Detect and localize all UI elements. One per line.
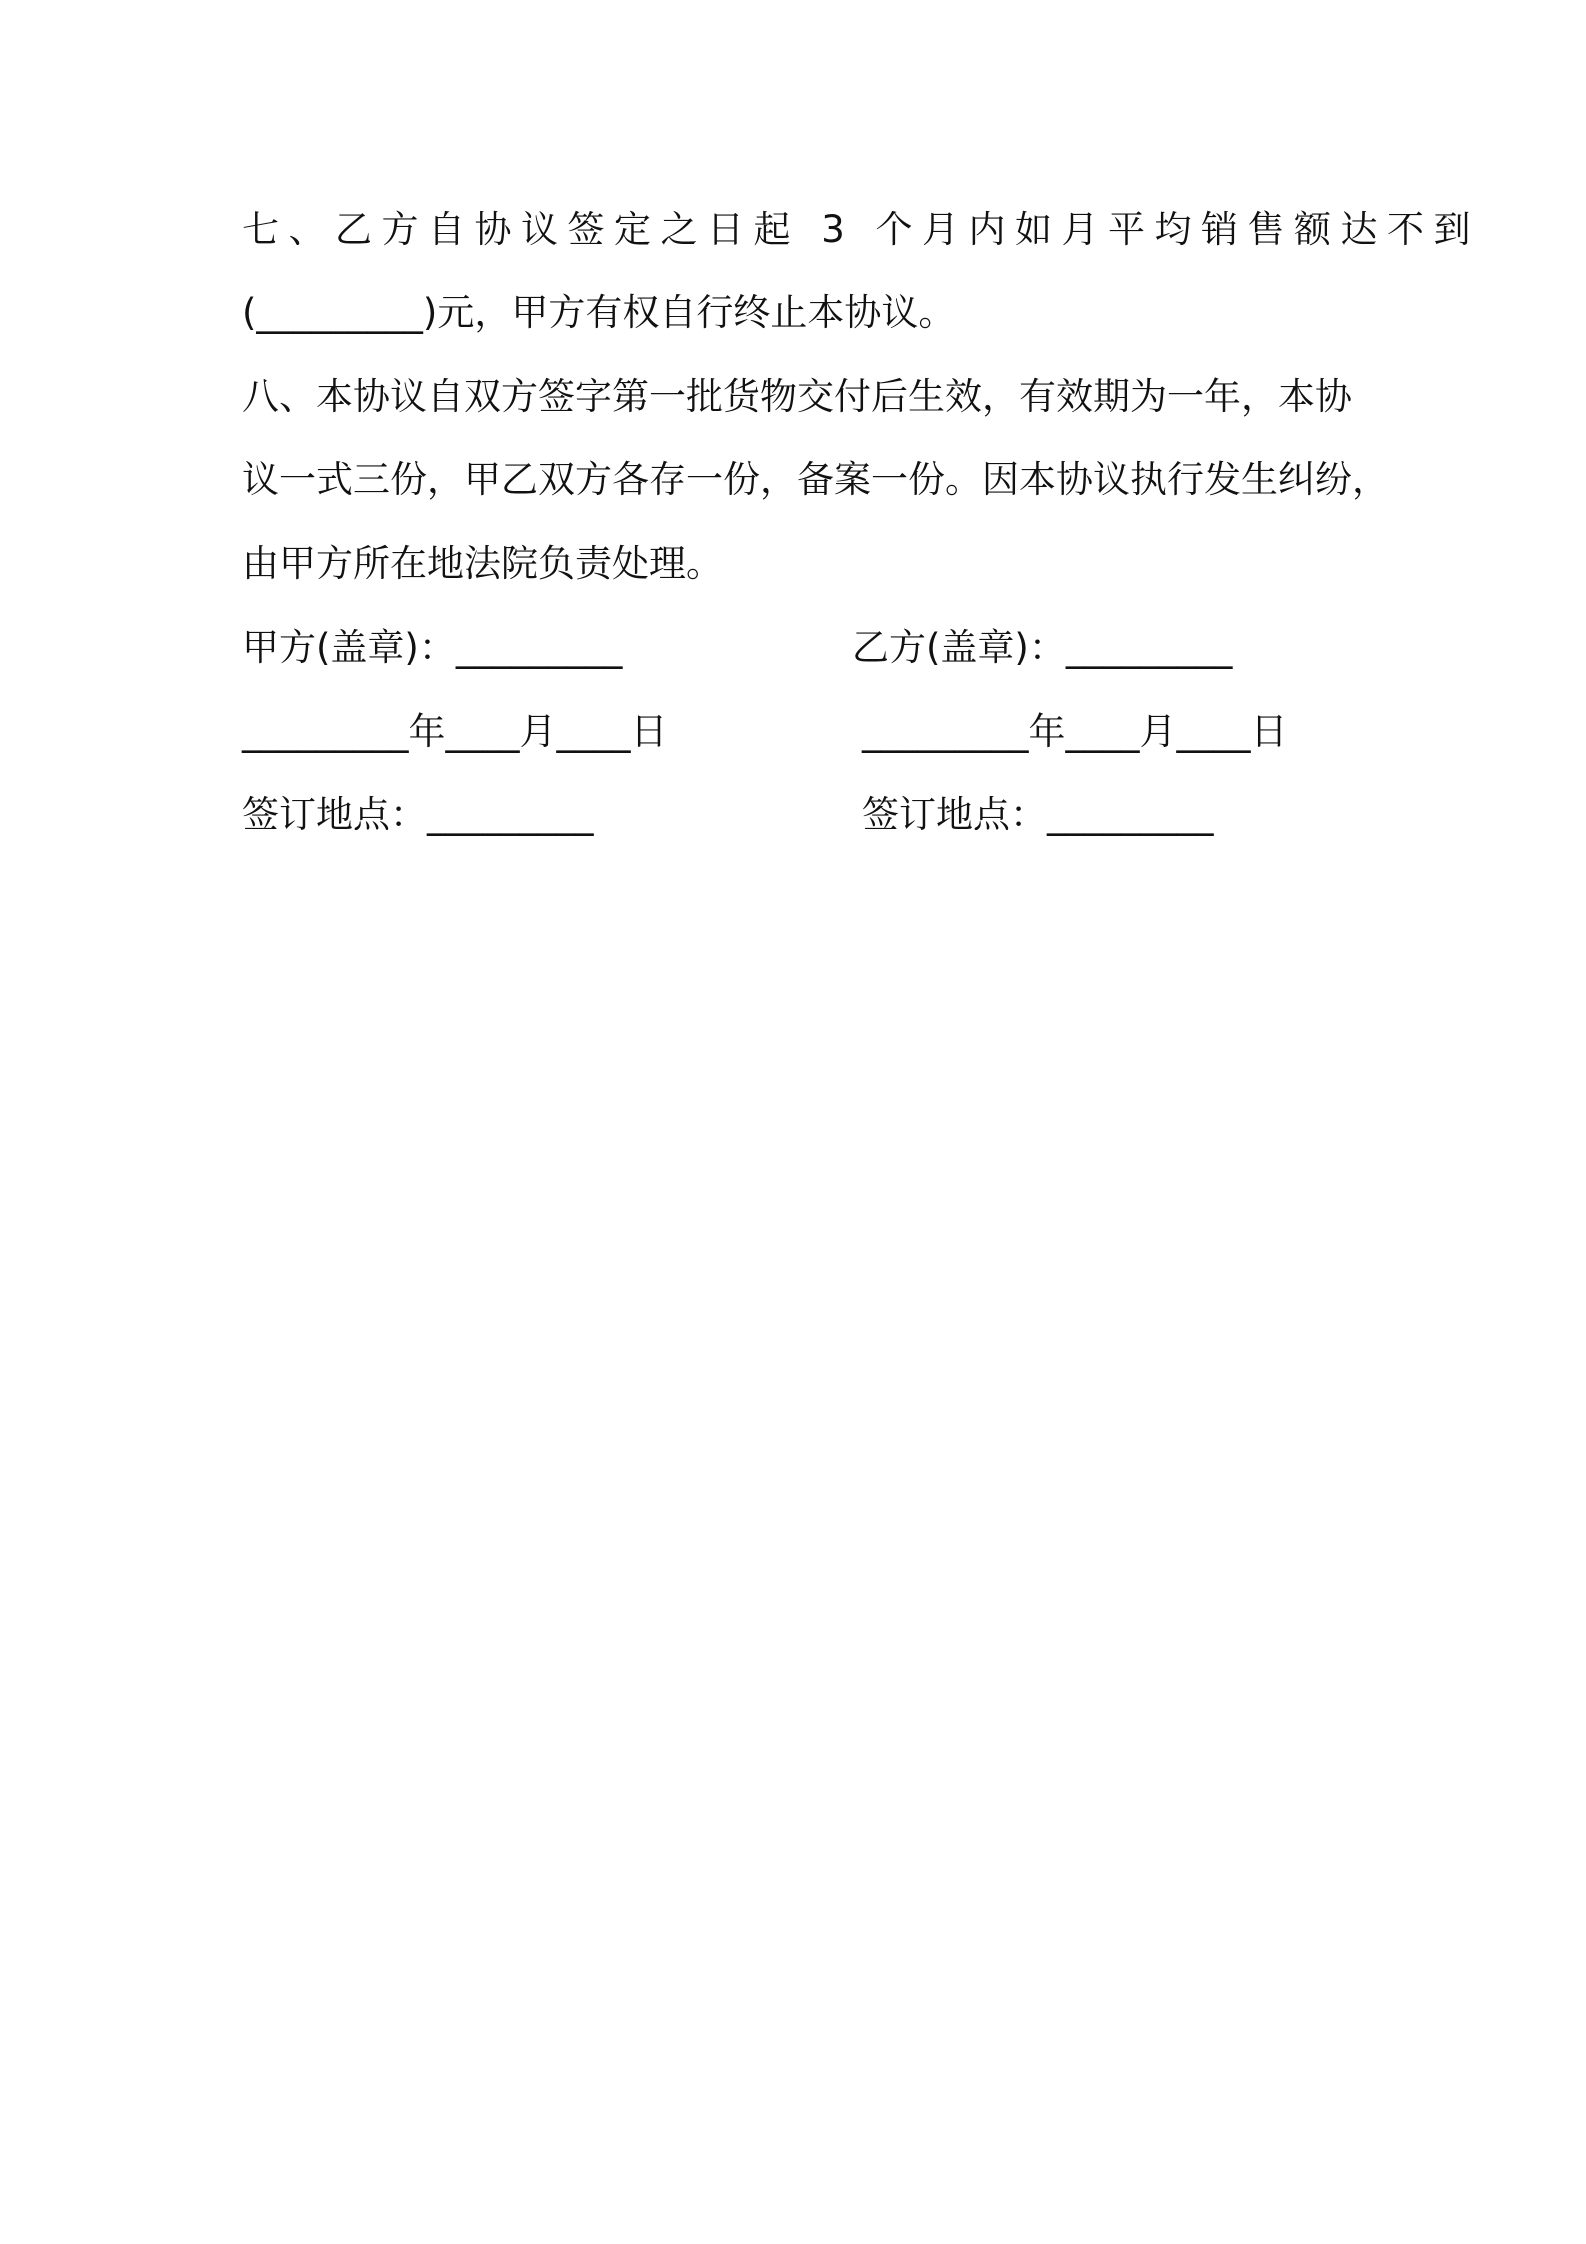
party-b-place: 签订地点：_________ (862, 793, 1214, 836)
party-b-seal: 乙方(盖章)：_________ (852, 626, 1233, 669)
party-a-date: _________年____月____日 (242, 710, 668, 753)
clause-7-line-2: (_________)元，甲方有权自行终止本协议。 (242, 291, 956, 334)
clause-8-line-2: 议一式三份，甲乙双方各存一份，备案一份。因本协议执行发生纠纷， (242, 458, 1389, 501)
clause-7-line-1: 七、乙方自协议签定之日起 3 个月内如月平均销售额达不到 (242, 208, 1481, 251)
clause-8-line-1: 八、本协议自双方签字第一批货物交付后生效，有效期为一年，本协 (242, 375, 1352, 418)
party-a-seal: 甲方(盖章)：_________ (242, 626, 623, 669)
party-a-place: 签订地点：_________ (242, 793, 594, 836)
party-b-date: _________年____月____日 (862, 710, 1288, 753)
clause-8-line-3: 由甲方所在地法院负责处理。 (242, 542, 723, 585)
